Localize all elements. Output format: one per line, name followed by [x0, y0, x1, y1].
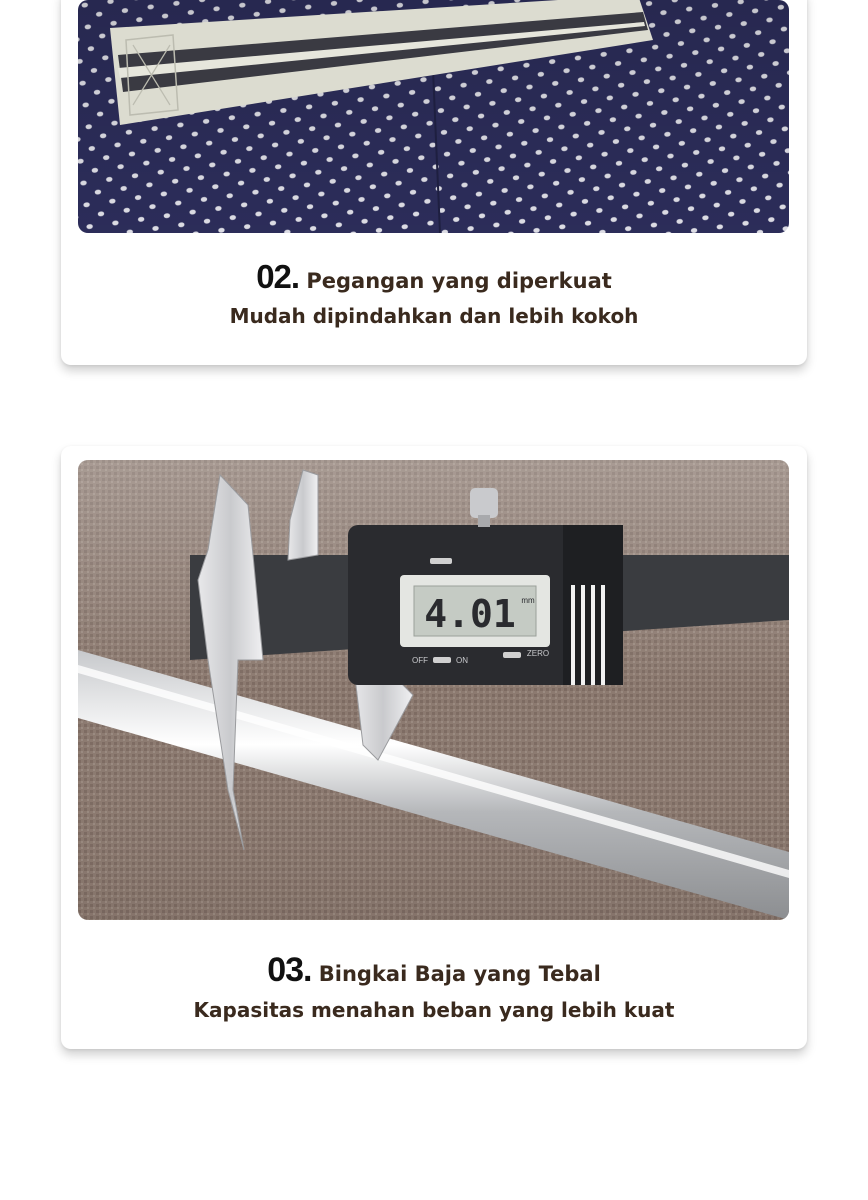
caliper-steel-tube-image	[78, 460, 789, 920]
feature-heading	[61, 951, 807, 990]
handle-photo	[78, 0, 789, 233]
caliper-zero-label: ZERO	[526, 649, 550, 658]
feature-subtitle: Mudah dipindahkan dan lebih kokoh	[229, 304, 639, 328]
feature-heading	[61, 258, 807, 296]
feature-subtitle: Kapasitas menahan beban yang lebih kuat	[193, 998, 675, 1022]
caliper-off-label: OFF	[412, 656, 428, 665]
caliper-display-reading: 4.01	[424, 592, 516, 636]
feature-number: 02.	[256, 258, 300, 295]
feature-number: 03.	[267, 951, 312, 989]
caliper-on-label: ON	[456, 656, 468, 665]
handle-fabric-image	[78, 0, 789, 233]
feature-title: Pegangan yang diperkuat	[306, 269, 612, 293]
feature-card-frame	[61, 446, 807, 1049]
caliper-photo	[78, 460, 789, 920]
feature-title: Bingkai Baja yang Tebal	[318, 962, 601, 986]
feature-card-handle	[61, 0, 807, 365]
caliper-display-unit: mm	[521, 596, 535, 605]
